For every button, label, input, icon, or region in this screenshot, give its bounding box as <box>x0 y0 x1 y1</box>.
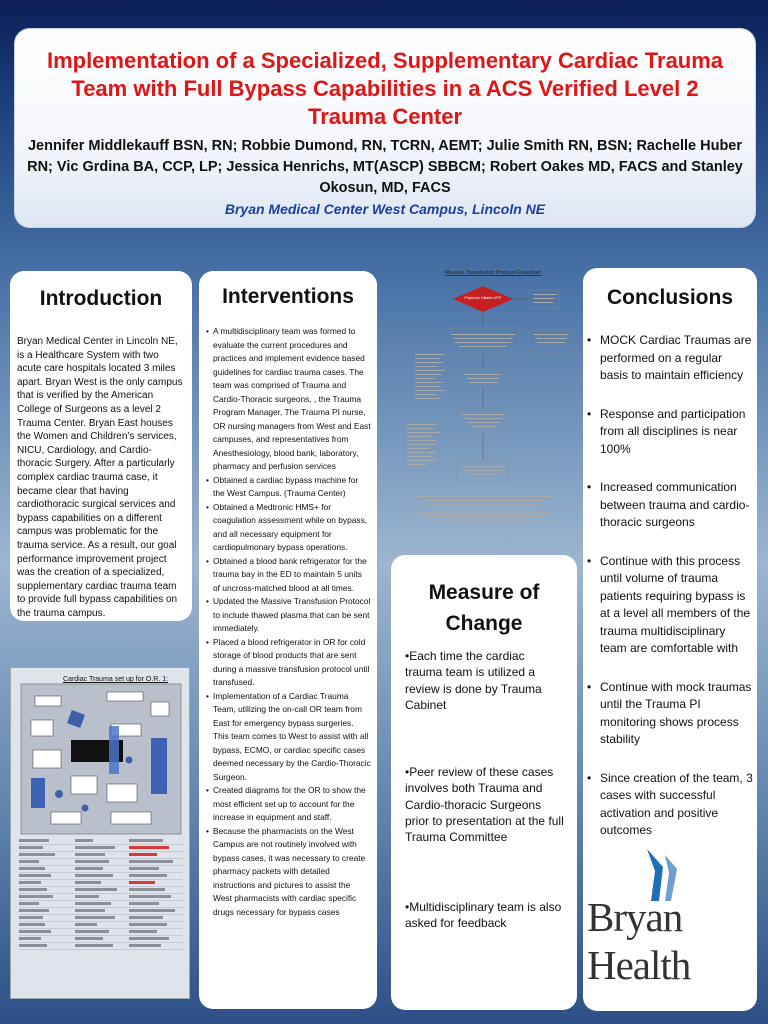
intervention-item: • Obtained a blood bank refrigerator for the trauma bay in the ED to maintain 5 units of uncross-matched blood at all times. <box>213 555 371 596</box>
or-floorplan-graphic <box>11 668 189 838</box>
interventions-heading: Interventions <box>222 285 354 308</box>
intervention-item: • Created diagrams for the OR to show the most efficient set up to account for the increase in equipment and staff. <box>213 784 371 825</box>
or-diagram-title: Cardiac Trauma set up for O.R. 1: <box>63 676 169 683</box>
institution-name: Bryan Medical Center West Campus, Lincoln NE <box>224 201 546 217</box>
intervention-item: • Placed a blood refrigerator in OR for cold storage of blood products that are sent during a massive transfusion protocol until transfused. <box>213 636 371 690</box>
introduction-panel <box>10 271 192 621</box>
measure-item: •Multidisciplinary team is also asked for feedback <box>405 900 562 931</box>
flowchart-graphic <box>383 264 583 556</box>
interventions-panel <box>199 271 377 1009</box>
or-setup-diagram <box>10 667 190 999</box>
measure-heading: Measure of Change <box>428 581 540 635</box>
conclusion-item: • Response and participation from all disciplines is near 100% <box>600 406 753 459</box>
intervention-item: • Obtained a cardiac bypass machine for the West Campus. (Trauma Center) <box>213 474 371 501</box>
measure-of-change-panel <box>391 555 577 1010</box>
mtp-flowchart <box>383 264 583 556</box>
introduction-body: Bryan Medical Center in Lincoln NE, is a Healthcare System with two acute care hospitals located 3 miles apart. Bryan West is the only campus that is verified by the American College of Surgeons as a level 2 Trauma Center. Bryan East houses the Women and Children's services, NICU, Cardiology, and Cardio-thoracic Surgery. After a particularly complex cardiac trauma case, it became clear that having cardiothoracic surgical services and bypass capabilities on a different campus was problematic for the trauma service. As a result, our goal performance improvement project was the creation of a specialized, supplementary cardiac trauma team to provide full bypass capabilities on the trauma campus. <box>17 336 183 619</box>
bryan-health-logo <box>585 845 755 988</box>
intervention-item: • Updated the Massive Transfusion Protocol to include thawed plasma that can be sent immediately. <box>213 595 371 636</box>
conclusion-item: • Continue with mock traumas until the Trauma PI monitoring shows process stability <box>600 679 753 749</box>
conclusions-panel <box>583 268 757 1011</box>
or-staff-table <box>19 838 183 950</box>
conclusion-item: • Continue with this process until volume of trauma patients requiring bypass is at a level all members of the trauma multidisciplinary team are comfortable with <box>600 553 753 658</box>
poster-title: Implementation of a Specialized, Supplementary Cardiac Trauma Team with Full Bypass Capabilities in a ACS Verified Level 2 Trauma Center <box>46 48 724 129</box>
intervention-item: • Because the pharmacists on the West Campus are not routinely involved with bypass cases, it was necessary to create pharmacy packets with detailed instructions and pictures to assist the West pharmacists with cardiac specific drugs necessary for bypass cases <box>213 825 371 920</box>
conclusions-heading: Conclusions <box>606 286 733 309</box>
conclusion-item: • Increased communication between trauma and cardio-thoracic surgeons <box>600 479 753 532</box>
logo-wordmark: Bryan Health <box>587 894 691 988</box>
intervention-item: • Obtained a Medtronic HMS+ for coagulation assessment while on bypass, and all necessary equipment for cardiopulmonary bypass operations. <box>213 501 371 555</box>
conclusion-item: • MOCK Cardiac Traumas are performed on a regular basis to maintain efficiency <box>600 332 753 385</box>
flowchart-start-label: Physician Initiates MTP <box>464 296 502 300</box>
conclusion-item: • Since creation of the team, 3 cases with successful activation and positive outcomes <box>600 770 753 840</box>
interventions-list <box>199 325 377 919</box>
flowchart-title: Massive Transfusion Protocol Flowchart <box>445 270 541 276</box>
intervention-item: • A multidisciplinary team was formed to evaluate the current procedures and practices and implement evidence based guidelines for cardiac trauma cases. The team was comprised of Trauma and Cardio-Thoracic surgeons, , the Trauma Program Manager, The Trauma PI nurse, OR nursing managers from West and East campuses, and representatives from Anesthesiology, blood bank, laboratory, pharmacy and perfusion services <box>213 325 371 474</box>
author-list: Jennifer Middlekauff BSN, RN; Robbie Dumond, RN, TCRN, AEMT; Julie Smith RN, BSN; Rachelle Huber RN; Vic Grdina BA, CCP, LP; Jessica Henrichs, MT(ASCP) SBBCM; Robert Oakes MD, FACS and Stanley Okosun, MD, FACS <box>27 138 743 196</box>
measure-item: •Peer review of these cases involves both Trauma and Cardio-thoracic Surgeons prior to presentation at the full Trauma Committee <box>405 765 564 845</box>
intervention-item: • Implementation of a Cardiac Trauma Team, utilizing the on-call OR team from East for emergency bypass surgeries. This team comes to West to assist with all bypass, ECMO, or cardiac specific cases deemed necessary by the Cardio-Thoracic Surgeon. <box>213 690 371 785</box>
conclusions-list <box>583 332 757 840</box>
poster-header <box>14 28 756 228</box>
introduction-heading: Introduction <box>39 287 163 310</box>
measure-item: •Each time the cardiac trauma team is utilized a review is done by Trauma Cabinet <box>405 649 542 712</box>
